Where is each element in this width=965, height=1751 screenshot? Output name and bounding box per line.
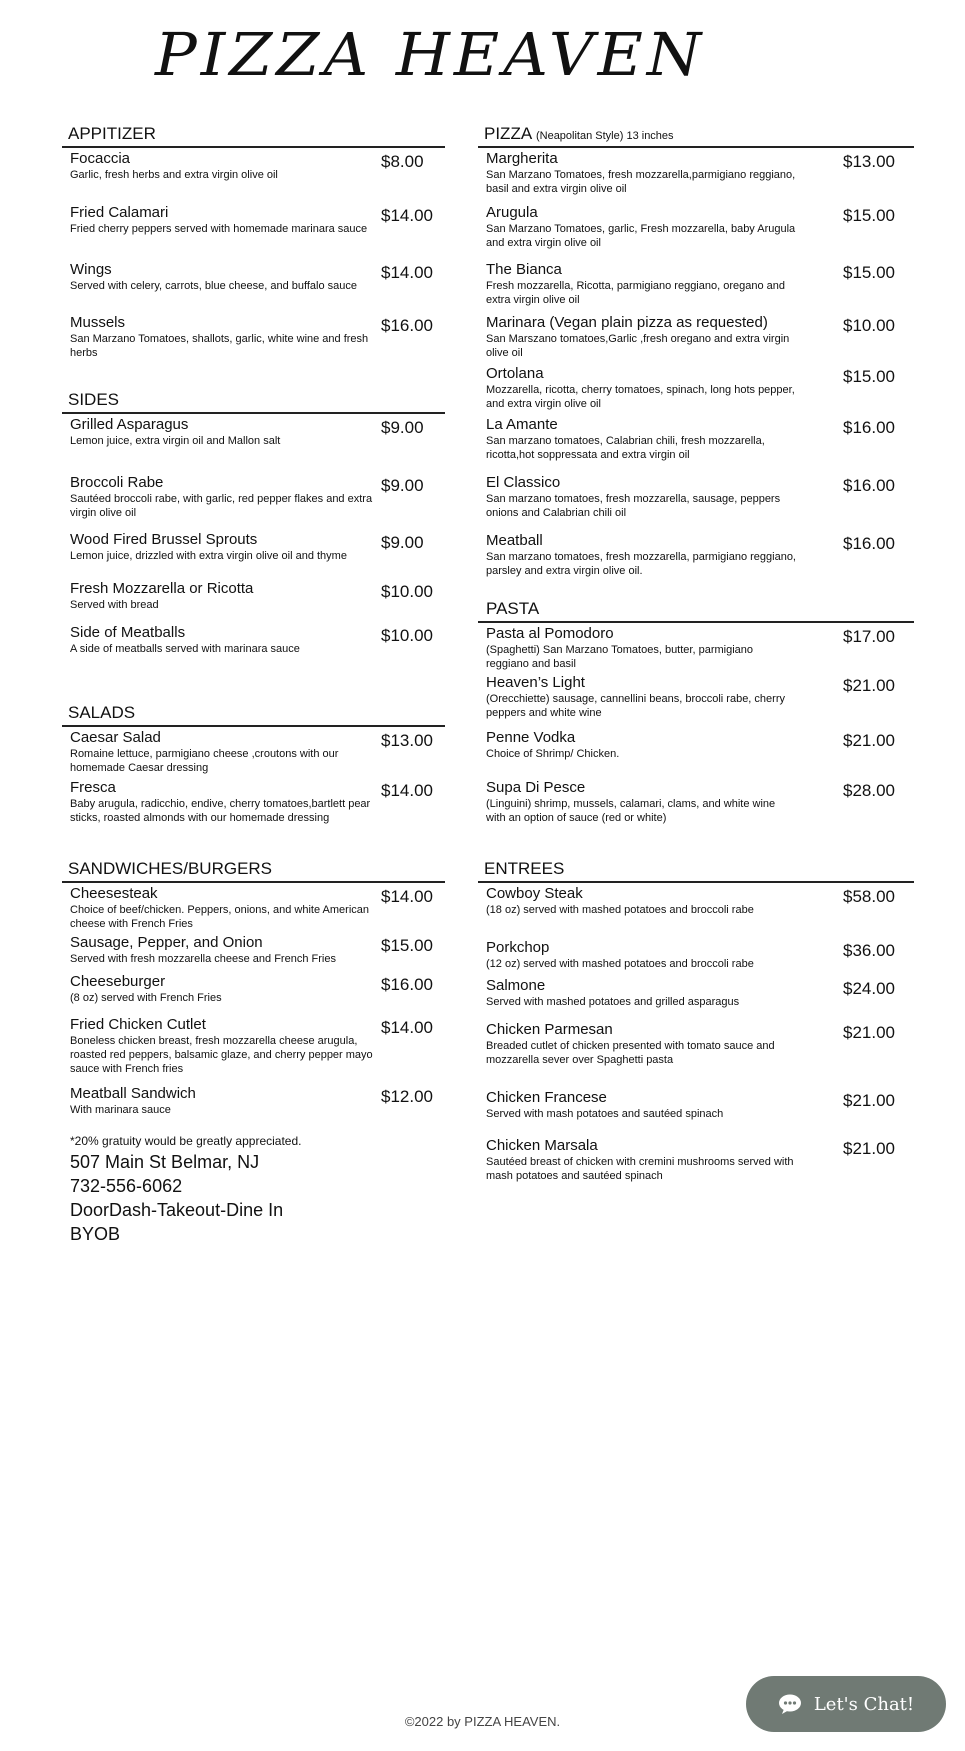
item-name: Focaccia	[70, 150, 131, 167]
item-name: Porkchop	[486, 939, 550, 956]
item-description: Served with mash potatoes and sautéed spinach	[486, 1108, 724, 1120]
menu-item	[62, 973, 445, 1005]
item-description: San Marzano Tomatoes, garlic, Fresh mozzarella, baby Arugula and extra virgin olive oil	[486, 223, 796, 249]
item-description: Mozzarella, ricotta, cherry tomatoes, spinach, long hots pepper, and extra virgin olive oil	[486, 384, 795, 410]
item-name: Marinara (Vegan plain pizza as requested)	[486, 314, 768, 331]
item-price: $14.00	[381, 1018, 433, 1037]
menu-item	[62, 1016, 445, 1076]
item-name: Fresca	[70, 779, 116, 796]
menu-item	[478, 977, 914, 1009]
item-description: Served with mashed potatoes and grilled asparagus	[486, 996, 740, 1008]
item-price: $14.00	[381, 781, 433, 800]
menu-item	[62, 885, 445, 931]
item-description: San Marzano Tomatoes, fresh mozzarella,parmigiano reggiano, basil and extra virgin olive oil	[486, 169, 796, 195]
item-price: $14.00	[381, 263, 433, 282]
item-name: Chicken Marsala	[486, 1137, 598, 1154]
item-description: Fresh mozzarella, Ricotta, parmigiano reggiano, oregano and extra virgin olive oil	[486, 280, 785, 306]
item-name: Broccoli Rabe	[70, 474, 164, 491]
chat-button[interactable]	[746, 1676, 946, 1732]
menu-item	[478, 779, 914, 825]
item-name: La Amante	[486, 416, 558, 433]
item-price: $16.00	[843, 476, 895, 495]
item-price: $12.00	[381, 1087, 433, 1106]
item-description: San marzano tomatoes, fresh mozzarella, sausage, peppers onions and Calabrian chili oil	[486, 493, 781, 519]
item-name: Fresh Mozzarella or Ricotta	[70, 580, 254, 597]
item-name: Supa Di Pesce	[486, 779, 586, 796]
item-price: $16.00	[843, 534, 895, 553]
item-description: With marinara sauce	[70, 1104, 171, 1116]
item-description: (12 oz) served with mashed potatoes and broccoli rabe	[486, 958, 754, 970]
item-price: $17.00	[843, 627, 895, 646]
item-name: Sausage, Pepper, and Onion	[70, 934, 263, 951]
item-name: Grilled Asparagus	[70, 416, 189, 433]
item-price: $13.00	[843, 152, 895, 171]
item-name: Meatball	[486, 532, 543, 549]
menu-item	[62, 1085, 445, 1117]
item-name: El Classico	[486, 474, 561, 491]
item-description: (Linguini) shrimp, mussels, calamari, clams, and white wine with an option of sauce (red or white)	[486, 798, 776, 824]
menu-item	[478, 625, 914, 671]
menu-item	[478, 674, 914, 720]
item-name: Salmone	[486, 977, 546, 994]
pasta-heading: PASTA	[478, 599, 914, 623]
salads-section	[62, 703, 445, 843]
pasta-section	[478, 599, 914, 839]
menu-item	[62, 474, 445, 520]
item-description: Baby arugula, radicchio, endive, cherry tomatoes,bartlett pear sticks, roasted almonds with our homemade dressing	[70, 798, 371, 824]
contact-services: DoorDash-Takeout-Dine In	[70, 1200, 284, 1220]
item-description: Garlic, fresh herbs and extra virgin olive oil	[70, 169, 278, 181]
copyright-text: ©2022 by PIZZA HEAVEN.	[404, 1714, 561, 1729]
pizza-heading	[478, 124, 914, 148]
sandwiches-heading: SANDWICHES/BURGERS	[62, 859, 445, 883]
item-description: Lemon juice, drizzled with extra virgin olive oil and thyme	[70, 550, 347, 562]
item-description: (Orecchiette) sausage, cannellini beans, broccoli rabe, cherry peppers and white wine	[486, 693, 785, 719]
item-name: Cheesesteak	[70, 885, 158, 902]
item-description: (8 oz) served with French Fries	[70, 992, 222, 1004]
item-name: Fried Chicken Cutlet	[70, 1016, 206, 1033]
item-price: $10.00	[381, 626, 433, 645]
item-name: Fried Calamari	[70, 204, 169, 221]
item-price: $10.00	[843, 316, 895, 335]
menu-item	[478, 204, 914, 250]
menu-item	[478, 885, 914, 917]
item-name: Mussels	[70, 314, 126, 331]
item-price: $15.00	[843, 263, 895, 282]
item-name: Side of Meatballs	[70, 624, 186, 641]
item-price: $21.00	[843, 1091, 895, 1110]
pizza-subtitle: (Neapolitan Style) 13 inches	[535, 130, 674, 142]
item-description: Served with celery, carrots, blue cheese, and buffalo sauce	[70, 280, 357, 292]
item-name: Wood Fired Brussel Sprouts	[70, 531, 258, 548]
item-description: San Marszano tomatoes,Garlic ,fresh oregano and extra virgin olive oil	[486, 333, 790, 359]
menu-item	[478, 261, 914, 307]
item-price: $21.00	[843, 676, 895, 695]
item-description: San marzano tomatoes, fresh mozzarella, parmigiano reggiano, parsley and extra virgin olive oil.	[486, 551, 796, 577]
item-description: A side of meatballs served with marinara sauce	[70, 643, 300, 655]
item-name: Cowboy Steak	[486, 885, 583, 902]
item-name: Cheeseburger	[70, 973, 166, 990]
item-price: $10.00	[381, 582, 433, 601]
item-description: San marzano tomatoes, Calabrian chili, fresh mozzarella, ricotta,hot soppressata and extra virgin oil	[486, 435, 765, 461]
item-description: Served with fresh mozzarella cheese and French Fries	[70, 953, 336, 965]
item-price: $16.00	[381, 975, 433, 994]
item-name: Caesar Salad	[70, 729, 161, 746]
item-price: $16.00	[381, 316, 433, 335]
menu-item	[478, 939, 914, 971]
item-price: $8.00	[381, 152, 424, 171]
item-name: Margherita	[486, 150, 558, 167]
item-price: $15.00	[843, 206, 895, 225]
item-price: $21.00	[843, 1023, 895, 1042]
item-price: $9.00	[381, 476, 424, 495]
appetizer-heading: APPITIZER	[62, 124, 445, 148]
item-price: $13.00	[381, 731, 433, 750]
menu-item	[62, 150, 445, 182]
entrees-section	[478, 859, 914, 1189]
sides-heading: SIDES	[62, 390, 445, 414]
item-name: Pasta al Pomodoro	[486, 625, 614, 642]
salads-heading: SALADS	[62, 703, 445, 727]
item-price: $15.00	[381, 936, 433, 955]
item-description: Sautéed breast of chicken with cremini mushrooms served with mash potatoes and sautéed spinach	[486, 1156, 794, 1182]
menu-item	[478, 1137, 914, 1183]
sandwiches-section	[62, 859, 445, 1124]
item-name: Chicken Parmesan	[486, 1021, 613, 1038]
gratuity-note: *20% gratuity would be greatly appreciated.	[70, 1134, 302, 1148]
item-price: $28.00	[843, 781, 895, 800]
contact-phone: 732-556-6062	[70, 1176, 183, 1196]
item-name: Ortolana	[486, 365, 544, 382]
item-description: (Spaghetti) San Marzano Tomatoes, butter, parmigiano reggiano and basil	[486, 644, 754, 670]
item-price: $58.00	[843, 887, 895, 906]
sides-section	[62, 390, 445, 670]
item-price: $21.00	[843, 1139, 895, 1158]
item-name: Meatball Sandwich	[70, 1085, 196, 1102]
item-description: Sautéed broccoli rabe, with garlic, red pepper flakes and extra virgin olive oil	[70, 493, 373, 519]
menu-item	[62, 729, 445, 775]
restaurant-title: PIZZA HEAVEN	[155, 19, 706, 90]
menu-item	[62, 261, 445, 293]
item-description: Choice of beef/chicken. Peppers, onions, and white American cheese with French Fries	[70, 904, 370, 930]
item-price: $14.00	[381, 206, 433, 225]
pizza-section	[478, 124, 914, 584]
appetizer-section	[62, 124, 445, 374]
item-name: The Bianca	[486, 261, 562, 278]
menu-item	[478, 416, 914, 462]
chat-label: Let's Chat!	[813, 1693, 915, 1715]
menu-item	[478, 1021, 914, 1067]
item-description: (18 oz) served with mashed potatoes and broccoli rabe	[486, 904, 754, 916]
menu-item	[62, 531, 445, 563]
menu-item	[478, 314, 914, 360]
item-description: San Marzano Tomatoes, shallots, garlic, white wine and fresh herbs	[70, 333, 369, 359]
item-name: Wings	[70, 261, 112, 278]
chat-icon	[778, 1693, 804, 1715]
contact-address: 507 Main St Belmar, NJ	[70, 1152, 260, 1172]
item-price: $14.00	[381, 887, 433, 906]
item-description: Lemon juice, extra virgin oil and Mallon salt	[70, 435, 281, 447]
item-price: $9.00	[381, 418, 424, 437]
item-price: $24.00	[843, 979, 895, 998]
entrees-heading: ENTREES	[478, 859, 914, 883]
item-name: Penne Vodka	[486, 729, 576, 746]
item-name: Arugula	[486, 204, 538, 221]
menu-item	[478, 474, 914, 520]
item-price: $16.00	[843, 418, 895, 437]
menu-item	[478, 365, 914, 411]
menu-item	[62, 934, 445, 966]
item-description: Boneless chicken breast, fresh mozzarella cheese arugula, roasted red peppers, balsamic glaze, and cherry pepper mayo sauce with French fries	[70, 1035, 373, 1075]
menu-item	[478, 150, 914, 196]
contact-byob: BYOB	[70, 1224, 121, 1244]
menu-item	[62, 314, 445, 360]
menu-item	[478, 1089, 914, 1121]
menu-item	[62, 580, 445, 612]
pizza-title: PIZZA	[484, 124, 532, 143]
menu-item	[478, 729, 914, 761]
item-description: Choice of Shrimp/ Chicken.	[486, 748, 620, 760]
item-name: Chicken Francese	[486, 1089, 607, 1106]
item-description: Breaded cutlet of chicken presented with tomato sauce and mozzarella sever over Spaghetti pasta	[486, 1040, 775, 1066]
item-price: $15.00	[843, 367, 895, 386]
menu-item	[478, 532, 914, 578]
menu-item	[62, 779, 445, 825]
item-price: $9.00	[381, 533, 424, 552]
item-name: Heaven’s Light	[486, 674, 585, 691]
item-price: $36.00	[843, 941, 895, 960]
item-description: Romaine lettuce, parmigiano cheese ,croutons with our homemade Caesar dressing	[70, 748, 339, 774]
menu-item	[62, 624, 445, 656]
item-price: $21.00	[843, 731, 895, 750]
item-description: Served with bread	[70, 599, 159, 611]
item-description: Fried cherry peppers served with homemade marinara sauce	[70, 223, 368, 235]
menu-item	[62, 204, 445, 236]
menu-item	[62, 416, 445, 448]
